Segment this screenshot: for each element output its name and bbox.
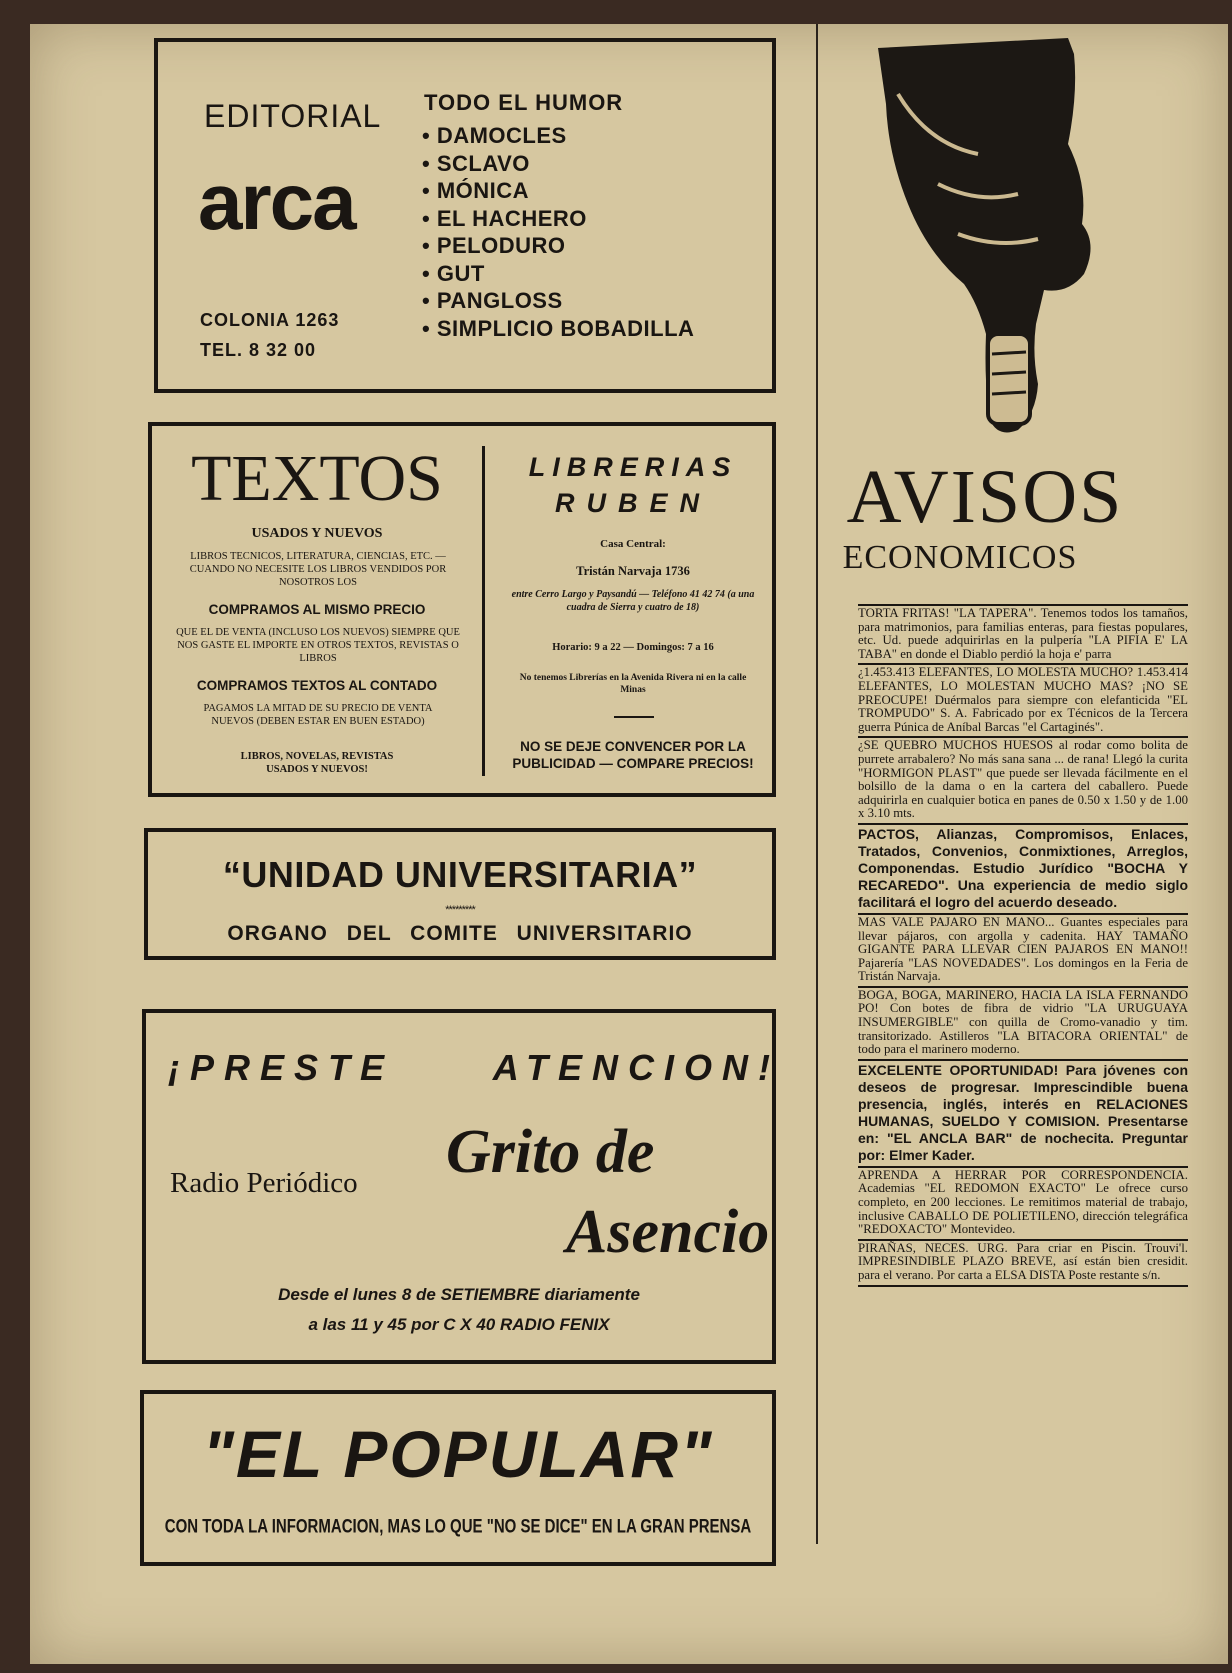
column-rule — [816, 24, 818, 1544]
list-item: • GUT — [422, 260, 694, 288]
asencio-text: Asencio — [566, 1198, 770, 1266]
casa-central: Casa Central: — [600, 538, 666, 550]
classified-ad: TORTA FRITAS! "LA TAPERA". Tenemos todos los tamaños, para matrimonios, para familias enteras, para fiestas populares, etc. Ud. puede adquirirlas en la pulpería "LA PIFIA E' LA TABA" en donde el Diablo perdió la hoja e' parra — [858, 604, 1188, 663]
grito-de-text: Grito de — [446, 1118, 655, 1186]
unidad-title: “UNIDAD UNIVERSITARIA” — [222, 854, 698, 895]
list-item: • PELODURO — [422, 232, 694, 260]
arca-address: COLONIA 1263 — [200, 310, 340, 330]
economicos-subtitle: ECONOMICOS — [842, 539, 1078, 576]
classified-ad: APRENDA A HERRAR POR CORRESPONDENCIA. Academias "EL REDOMON EXACTO" Le ofrece curso completo, en 200 lecciones. Le remitimos material de trabajo, inclusive CABALLO DE POLIETILENO, dirección telegráfica "REDOXACTO" Montevideo. — [858, 1166, 1188, 1239]
unidad-stars: ********* — [445, 904, 475, 916]
textos-paragraph-3: PAGAMOS LA MITAD DE SU PRECIO DE VENTA NUEVOS (DEBEN ESTAR EN BUEN ESTADO) — [203, 703, 433, 727]
librerias-note: No tenemos Librerías en la Avenida Rivera ni en la calle Minas — [519, 673, 747, 695]
classified-ad: MAS VALE PAJARO EN MANO... Guantes especiales para llevar pájaros, con argolla y cadenita. HAY TAMAÑO GIGANTE PARA LLEVAR CIEN PAJAROS EN MANO!! Pajarería "LAS NOVEDADES". Los domingos en la Feria de Tristán Narvaja. — [858, 913, 1188, 986]
arca-logo: arca — [198, 157, 355, 246]
textos-librerias-ad — [148, 422, 776, 797]
list-item: • PANGLOSS — [422, 287, 694, 315]
unidad-subtitle: ORGANO DEL COMITE UNIVERSITARIO — [227, 922, 693, 945]
classified-ad: ¿SE QUEBRO MUCHOS HUESOS al rodar como bolita de purrete arrabalero? No más sana sana ... de rana! Llegó la curita "HORMIGON PLAST" que puede ser llevada fácilmente en el bolsillo de la dama o en la cartera del caballero. Puede adquirirla en cualquier botica en panes de 0.50 x 1.50 y de 1.00 x 3.10 mts. — [858, 736, 1188, 823]
list-item: • EL HACHERO — [422, 205, 694, 233]
pointing-hand-icon — [868, 34, 1108, 439]
editorial-arca-ad — [154, 38, 776, 393]
librerias-street: Tristán Narvaja 1736 — [576, 564, 690, 578]
unidad-universitaria-ad — [144, 828, 776, 960]
grito-de-asencio-ad — [142, 1009, 781, 1364]
librerias-ruben: RUBEN — [554, 488, 711, 518]
classified-ad: PIRAÑAS, NECES. URG. Para criar en Piscin. Trouvi'l. IMPRESINDIBLE PLAZO BREVE, así están bien cresidit. para el verano. Por carta a ELSA DISTA Poste restante s/n. — [858, 1239, 1188, 1287]
textos-paragraph-4: LIBROS, NOVELAS, REVISTAS USADOS Y NUEVOS! — [240, 751, 394, 775]
librerias-title: LIBRERIAS — [528, 452, 738, 482]
textos-heading-3: COMPRAMOS TEXTOS AL CONTADO — [196, 678, 438, 693]
classified-ad: BOGA, BOGA, MARINERO, HACIA LA ISLA FERNANDO PO! Con botes de fibra de vidrio "LA URUGUAYA INSUMERGIBLE" con quilla de Cromo-vanadio y tim. transitorizado. Astilleros "LA BITACORA ORIENTAL" de todo para el marinero moderno. — [858, 986, 1188, 1059]
arca-tel: TEL. 8 32 00 — [200, 340, 317, 360]
list-item: • MÓNICA — [422, 177, 694, 205]
humor-list — [422, 122, 694, 342]
radio-periodico: Radio Periódico — [170, 1167, 358, 1199]
textos-heading-2: COMPRAMOS AL MISMO PRECIO — [208, 602, 426, 617]
textos-title: TEXTOS — [191, 442, 443, 515]
preste-schedule-1: Desde el lunes 8 de SETIEMBRE diariamente — [278, 1285, 640, 1304]
classified-ad: PACTOS, Alianzas, Compromisos, Enlaces, Tratados, Convenios, Conmixtiones, Arreglos, Componendas. Estudio Jurídico "BOCHA Y RECAREDO". Una experiencia de medio siglo facilitará el logro del acuerdo deseado. — [858, 823, 1188, 913]
classified-ad: ¿1.453.413 ELEFANTES, LO MOLESTA MUCHO? 1.453.414 ELEFANTES, LO MOLESTAN MUCHO MAS? ¡NO SE PREOCUPE! Duérmalos para siempre con elefanticida "EL TROMPUDO" S. A. Fabricado por ex Técnicos de la Tercera guerra Púnica de Aníbal Barcas "el Cartaginés". — [858, 663, 1188, 736]
el-popular-subtitle: CON TODA LA INFORMACION, MAS LO QUE "NO SE DICE" EN LA GRAN PRENSA — [164, 1515, 752, 1538]
magazine-page — [30, 24, 1228, 1664]
librerias-slogan: NO SE DEJE CONVENCER POR LA PUBLICIDAD — COMPARE PRECIOS! — [512, 739, 754, 771]
list-item: • SIMPLICIO BOBADILLA — [422, 315, 694, 343]
classified-ad: EXCELENTE OPORTUNIDAD! Para jóvenes con deseos de progresar. Imprescindible buena presencia, inglés, interés en RELACIONES HUMANAS, SUELDO Y COMISION. Presentarse en: "EL ANCLA BAR" de nochecita. Preguntar por: Elmer Kader. — [858, 1059, 1188, 1166]
preste-schedule-2: a las 11 y 45 por C X 40 RADIO FENIX — [308, 1315, 610, 1334]
librerias-location: entre Cerro Largo y Paysandú — Teléfono 41 42 74 (a una cuadra de Sierra y cuatro de 18) — [511, 589, 755, 613]
preste-headline: ¡PRESTE ATENCION! — [168, 1047, 781, 1088]
classified-ads — [858, 604, 1188, 1287]
list-item: • SCLAVO — [422, 150, 694, 178]
textos-subtitle: USADOS Y NUEVOS — [251, 526, 383, 541]
editorial-label: EDITORIAL — [204, 98, 382, 134]
el-popular-title: "EL POPULAR" — [202, 1417, 714, 1491]
humor-title: TODO EL HUMOR — [424, 90, 624, 115]
short-divider — [614, 716, 654, 718]
librerias-hours: Horario: 9 a 22 — Domingos: 7 a 16 — [552, 642, 714, 653]
textos-paragraph-1: LIBROS TECNICOS, LITERATURA, CIENCIAS, ETC. — CUANDO NO NECESITE LOS LIBROS VENDIDOS POR NOSOTROS LOS — [189, 551, 447, 588]
column-divider — [482, 446, 485, 776]
avisos-title: AVISOS — [846, 455, 1124, 539]
list-item: • DAMOCLES — [422, 122, 694, 150]
textos-paragraph-2: QUE EL DE VENTA (INCLUSO LOS NUEVOS) SIEMPRE QUE NOS GASTE EL IMPORTE EN OTROS TEXTOS, REVISTAS O LIBROS — [176, 627, 460, 664]
el-popular-ad — [140, 1390, 776, 1566]
